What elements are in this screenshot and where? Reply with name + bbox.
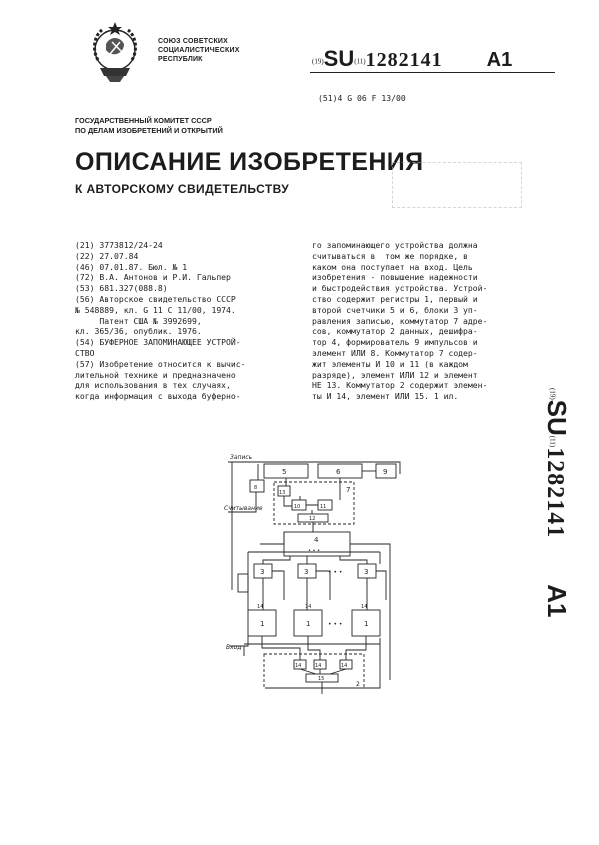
- org-line: СОЦИАЛИСТИЧЕСКИХ: [158, 47, 240, 54]
- biblio-line: для использования в тех случаях,: [75, 380, 231, 391]
- biblio-line: № 548889, кл. G 11 C 11/00, 1974.: [75, 304, 236, 315]
- and-11-label: 11: [320, 504, 327, 510]
- abstract-line: равления записью, коммутатор 7 адре-: [312, 315, 488, 326]
- counter-5-label: 5: [282, 468, 287, 476]
- abstract-line: ты И 14, элемент ИЛИ 15. 1 ил.: [312, 391, 459, 402]
- org-name: [158, 37, 240, 64]
- abstract-line: второй счетчики 5 и 6, блоки 3 уп-: [312, 304, 478, 315]
- biblio-line: СТВО: [75, 347, 95, 358]
- abstract-line: го запоминающего устройства должна: [312, 240, 478, 250]
- signal-write-label: Запись: [230, 454, 253, 461]
- patent-kind: A1: [486, 49, 513, 71]
- side-code-11: (11): [548, 435, 557, 448]
- ctrl-left-block: [238, 574, 248, 592]
- ctrl-3-label-2: 3: [304, 568, 309, 576]
- abstract-line: считываться в том же порядке, в: [312, 250, 468, 261]
- abstract-line: жит элементы И 10 и 11 (в каждом: [312, 358, 468, 369]
- signal-input-label: Вход: [226, 644, 242, 651]
- abstract-line: разряде), элемент ИЛИ 12 и элемент: [312, 369, 478, 380]
- biblio-line: (54) БУФЕРНОЕ ЗАПОМИНАЮЩЕЕ УСТРОЙ-: [75, 337, 241, 348]
- patent-number-header: [312, 46, 512, 72]
- abstract-line: тор 4, формирователь 9 импульсов и: [312, 337, 478, 348]
- biblio-line: кл. 365/36, опублик. 1976.: [75, 326, 202, 337]
- abstract-line: изобретения - повышение надежности: [312, 272, 478, 283]
- and-14-label-1: 14: [295, 663, 302, 669]
- not-13-label: 13: [279, 490, 286, 496]
- register-1-label-1: 1: [260, 620, 265, 628]
- bus-label-14-3: 14: [361, 604, 368, 610]
- decoder-dots: • • •: [308, 548, 321, 554]
- bus-label-14-2: 14: [305, 604, 312, 610]
- abstract-line: ство содержит регистры 1, первый и: [312, 293, 478, 304]
- abstract-line: НЕ 13. Коммутатор 2 содержит элемен-: [312, 380, 488, 391]
- side-patent-number: [541, 388, 572, 617]
- patent-number: 1282141: [365, 49, 443, 71]
- biblio-line: (57) Изобретение относится к вычис-: [75, 358, 246, 369]
- or-12-label: 12: [309, 516, 316, 522]
- biblio-line: (53) 681.327(088.8): [75, 283, 168, 294]
- and-14-label-n: 14: [341, 663, 348, 669]
- register-1-label-2: 1: [306, 620, 311, 628]
- abstract-line: сов, коммутатор 2 данных, дешифра-: [312, 326, 478, 337]
- state-emblem: [90, 20, 140, 84]
- biblio-column: [75, 240, 246, 402]
- addr-switch-7-label: 7: [346, 486, 351, 494]
- bus-label-14-1: 14: [257, 604, 264, 610]
- side-number: 1282141: [542, 447, 568, 539]
- code-11: (11): [354, 57, 366, 66]
- biblio-line: (56) Авторское свидетельство СССР: [75, 293, 236, 304]
- biblio-line: (46) 07.01.87. Бюл. № 1: [75, 261, 188, 272]
- shaper-9-label: 9: [383, 468, 388, 476]
- signal-read-label: Считывание: [224, 505, 263, 512]
- data-switch-2-label: 2: [356, 681, 360, 688]
- or-15-label: 15: [318, 676, 325, 682]
- and-14-label-2: 14: [315, 663, 322, 669]
- doc-title: ОПИСАНИЕ ИЗОБРЕТЕНИЯ: [75, 148, 424, 176]
- ctrl-3-label-n: 3: [364, 568, 369, 576]
- register-dots: • • •: [328, 621, 343, 628]
- abstract-line: каком она поступает на вход. Цель: [312, 261, 473, 272]
- country-code: SU: [323, 46, 355, 71]
- biblio-line: Патент США № 3992699,: [75, 315, 202, 326]
- circuit-diagram: [220, 450, 410, 702]
- biblio-line: (72) В.А. Антонов и Р.И. Гальпер: [75, 272, 231, 283]
- org-line: СОЮЗ СОВЕТСКИХ: [158, 38, 229, 45]
- abstract-line: и быстродействия устройства. Устрой-: [312, 283, 488, 294]
- biblio-line: (21) 3773812/24-24: [75, 240, 163, 250]
- code-19: (19): [312, 57, 324, 66]
- biblio-line: лительной технике и предназначено: [75, 369, 236, 380]
- counter-6-label: 6: [336, 468, 341, 476]
- ctrl-3-label-1: 3: [260, 568, 265, 576]
- ctrl-dots: • • •: [328, 569, 343, 576]
- stamp-mark: [392, 162, 522, 208]
- doc-subtitle: К АВТОРСКОМУ СВИДЕТЕЛЬСТВУ: [75, 182, 290, 196]
- ipc-class: (51)4 G 06 F 13/00: [318, 93, 406, 103]
- committee-line: ГОСУДАРСТВЕННЫЙ КОМИТЕТ СССР: [75, 116, 212, 125]
- abstract-line: элемент ИЛИ 8. Коммутатор 7 содер-: [312, 347, 478, 358]
- and-10-label: 10: [294, 504, 301, 510]
- abstract-column: [312, 240, 487, 402]
- or-8-label: 8: [254, 485, 258, 491]
- committee-line: ПО ДЕЛАМ ИЗОБРЕТЕНИЙ И ОТКРЫТИЙ: [75, 126, 223, 135]
- decoder-4-label: 4: [314, 536, 319, 544]
- biblio-line: (22) 27.07.84: [75, 250, 139, 261]
- side-code-19: (19): [548, 388, 557, 400]
- org-line: РЕСПУБЛИК: [158, 56, 203, 63]
- side-country: SU: [542, 399, 572, 436]
- biblio-line: когда информация с выхода буферно-: [75, 391, 241, 402]
- committee: [75, 116, 223, 136]
- register-1-label-n: 1: [364, 620, 369, 628]
- side-kind: A1: [542, 584, 572, 618]
- data-switch-2: [264, 654, 364, 688]
- header-rule: [310, 72, 555, 73]
